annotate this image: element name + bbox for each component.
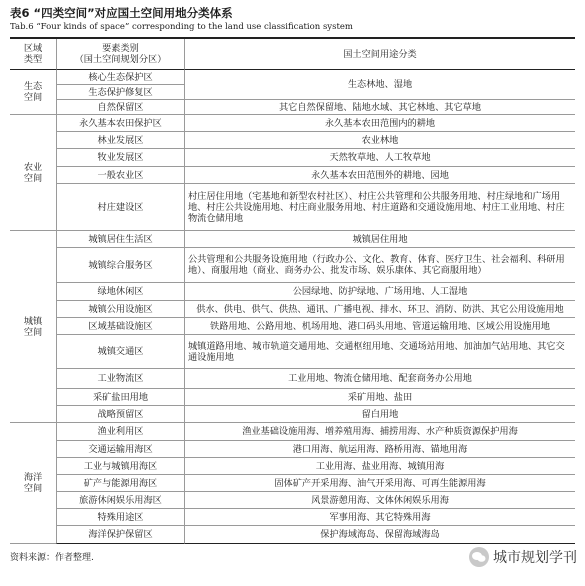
header-area-type: 区域 类型: [10, 39, 56, 70]
source-note: 资料来源：作者整理.: [10, 553, 94, 563]
zone-cell: 特殊用途区: [56, 509, 184, 526]
land-use-table: [10, 39, 575, 544]
zone-cell: 渔业利用区: [56, 423, 184, 441]
area-urban: 城镇 空间: [10, 231, 56, 423]
use-cell: 公共管理和公共服务设施用地（行政办公、文化、教育、体育、医疗卫生、社会福利、科研用地）、商服用地（商业、商务办公、批发市场、娱乐康体、其它商服用地）: [184, 248, 575, 283]
zone-cell: 战略预留区: [56, 406, 184, 423]
use-cell: 工业用地、物流仓储用地、配套商务办公用地: [184, 369, 575, 389]
watermark-text: 城市规划学刊: [493, 550, 577, 566]
zone-cell: 核心生态保护区: [56, 70, 184, 85]
zone-cell: 城镇交通区: [56, 335, 184, 369]
zone-cell: 城镇居住生活区: [56, 231, 184, 248]
use-cell: 港口用海、航运用海、路桥用海、锚地用海: [184, 441, 575, 458]
use-cell: 供水、供电、供气、供热、通讯、广播电视、排水、环卫、消防、防洪、其它公用设施用地: [184, 301, 575, 318]
use-cell: 留白用地: [184, 406, 575, 423]
use-cell: 固体矿产开采用海、油气开采用海、可再生能源用海: [184, 475, 575, 492]
zone-cell: 林业发展区: [56, 132, 184, 149]
use-cell: 城镇道路用地、城市轨道交通用地、交通枢纽用地、交通场站用地、加油加气站用地、其它交通设施用地: [184, 335, 575, 369]
header-element-category: 要素类别 （国土空间规划分区）: [56, 39, 184, 70]
zone-cell: 工业物流区: [56, 369, 184, 389]
use-cell: 生态林地、湿地: [184, 70, 575, 100]
use-cell: 保护海域海岛、保留海域海岛: [184, 526, 575, 544]
zone-cell: 采矿盐田用地: [56, 389, 184, 406]
zone-cell: 一般农业区: [56, 167, 184, 184]
zone-cell: 海洋保护保留区: [56, 526, 184, 544]
use-cell: 城镇居住用地: [184, 231, 575, 248]
use-cell: 天然牧草地、人工牧草地: [184, 149, 575, 167]
use-cell: 风景游憩用海、文体休闲娱乐用海: [184, 492, 575, 509]
zone-cell: 绿地休闲区: [56, 283, 184, 301]
area-agricultural: 农业 空间: [10, 115, 56, 231]
use-cell: 农业林地: [184, 132, 575, 149]
use-cell: 永久基本农田范围外的耕地、园地: [184, 167, 575, 184]
zone-cell: 城镇综合服务区: [56, 248, 184, 283]
area-ocean: 海洋 空间: [10, 423, 56, 544]
watermark: [469, 547, 577, 567]
wechat-icon: [469, 547, 489, 567]
zone-cell: 区域基础设施区: [56, 318, 184, 335]
use-cell: 采矿用地、盐田: [184, 389, 575, 406]
table-title: 表6 “四类空间”对应国土空间用地分类体系: [10, 6, 233, 20]
table-figure: [10, 5, 575, 564]
zone-cell: 牧业发展区: [56, 149, 184, 167]
use-cell: 渔业基础设施用海、增养殖用海、捕捞用海、水产种质资源保护用海: [184, 423, 575, 441]
use-cell: 军事用海、其它特殊用海: [184, 509, 575, 526]
zone-cell: 生态保护修复区: [56, 85, 184, 100]
zone-cell: 城镇公用设施区: [56, 301, 184, 318]
zone-cell: 工业与城镇用海区: [56, 458, 184, 475]
use-cell: 永久基本农田范围内的耕地: [184, 115, 575, 132]
zone-cell: 矿产与能源用海区: [56, 475, 184, 492]
use-cell: 村庄居住用地（宅基地和新型农村社区）、村庄公共管理和公共服务用地、村庄绿地和广场用地、村庄公共设施用地、村庄商业服务用地、村庄道路和交通设施用地、村庄工业用地、村庄物流仓储用地: [184, 184, 575, 231]
zone-cell: 旅游休闲娱乐用海区: [56, 492, 184, 509]
zone-cell: 村庄建设区: [56, 184, 184, 231]
use-cell: 铁路用地、公路用地、机场用地、港口码头用地、管道运输用地、区域公用设施用地: [184, 318, 575, 335]
use-cell: 其它自然保留地、陆地水域、其它林地、其它草地: [184, 100, 575, 115]
use-cell: 公园绿地、防护绿地、广场用地、人工湿地: [184, 283, 575, 301]
zone-cell: 交通运输用海区: [56, 441, 184, 458]
zone-cell: 自然保留区: [56, 100, 184, 115]
zone-cell: 永久基本农田保护区: [56, 115, 184, 132]
area-ecological: 生态 空间: [10, 70, 56, 115]
table-subtitle: Tab.6 “Four kinds of space” corresponding to the land use classification system: [10, 22, 353, 32]
header-use-classification: 国土空间用途分类: [184, 39, 575, 70]
use-cell: 工业用海、盐业用海、城镇用海: [184, 458, 575, 475]
